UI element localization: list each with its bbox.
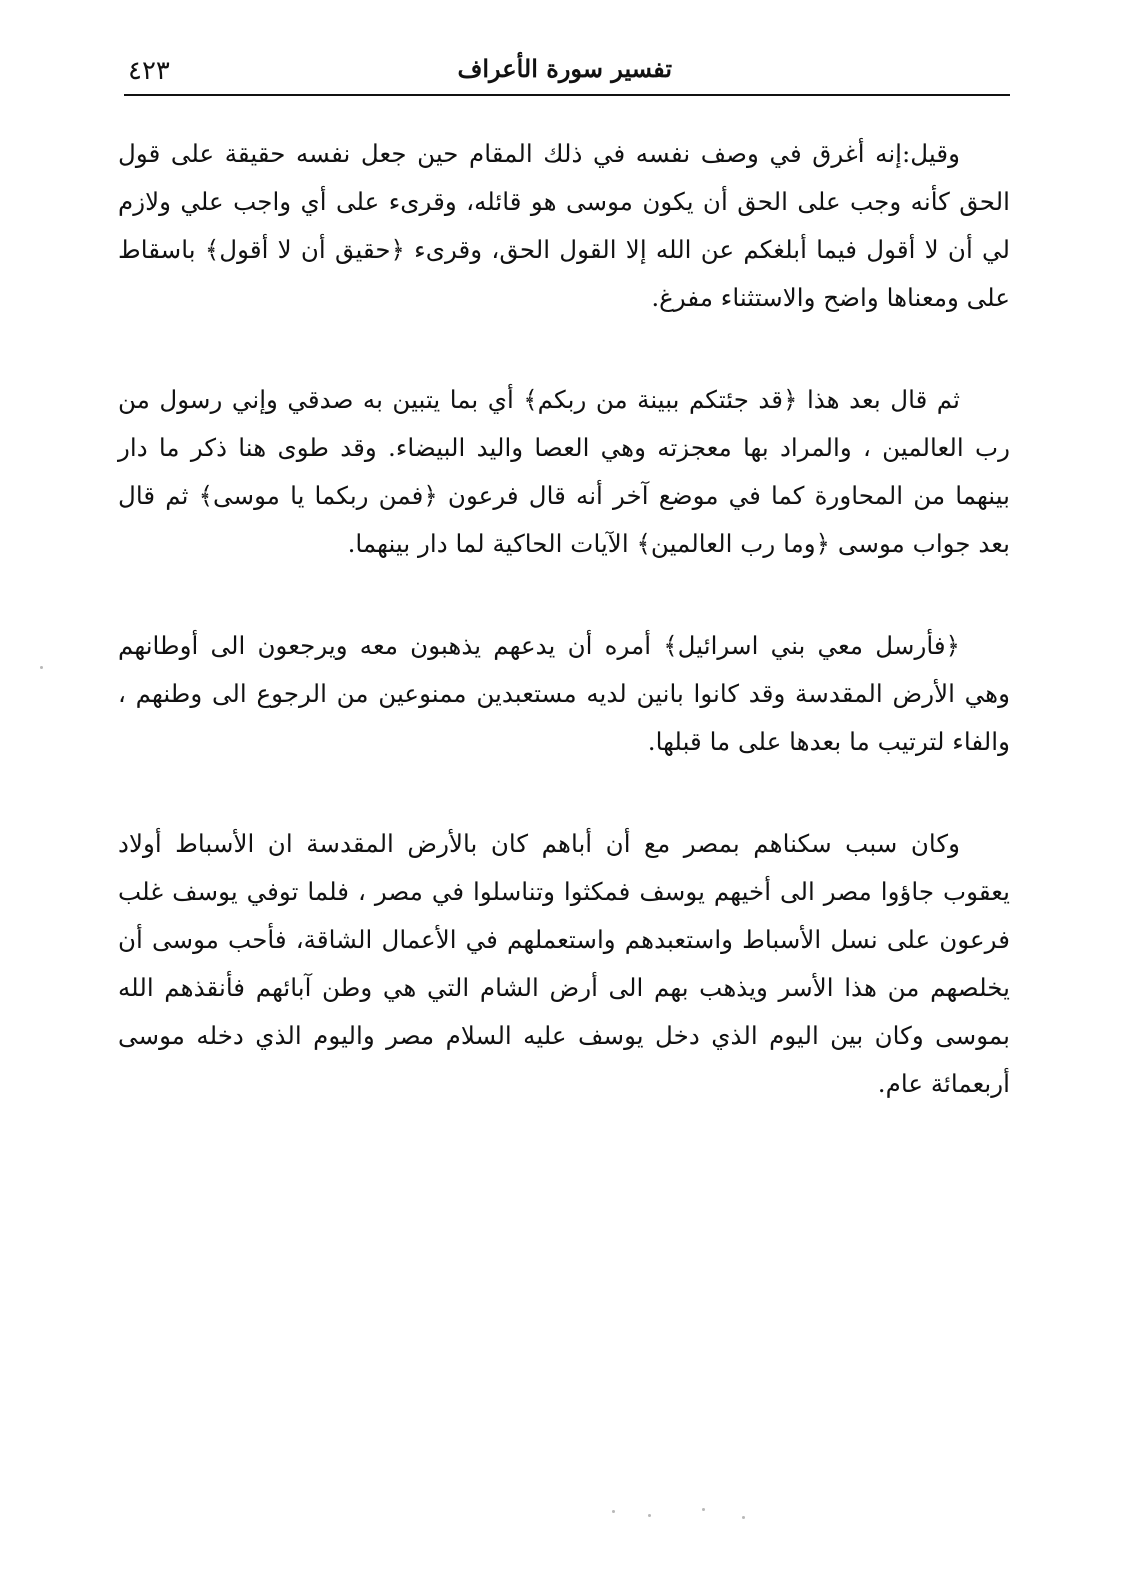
paragraph-1: وقيل:إنه أغرق في وصف نفسه في ذلك المقام حين جعل نفسه حقيقة على قول الحق كأنه وجب على الحق أن يكون موسى هو قائله، وقرىء على أي واجب علي ولازم لي أن لا أقول فيما أبلغكم عن الله إلا القول الحق، وقرىء ﴿حقيق أن لا أقول﴾ باسقاط على ومعناها واضح والاستثناء مفرغ. (118, 139, 1010, 312)
scan-speck (40, 666, 43, 669)
running-title: تفسير سورة الأعراف (457, 54, 672, 83)
body-text (118, 130, 1010, 1108)
page-header (124, 50, 1010, 90)
paragraph-3: ﴿فأرسل معي بني اسرائيل﴾ أمره أن يدعهم يذهبون معه ويرجعون الى أوطانهم وهي الأرض المقدسة وقد كانوا بانين لديه مستعبدين ممنوعين من الرجوع الى وطنهم ، والفاء لترتيب ما بعدها على ما قبلها. (118, 631, 1010, 756)
scan-speck (702, 1508, 705, 1511)
scan-speck (648, 1514, 651, 1517)
paragraph-2: ثم قال بعد هذا ﴿قد جئتكم ببينة من ربكم﴾ أي بما يتبين به صدقي وإني رسول من رب العالمين ، والمراد بها معجزته وهي العصا واليد البيضاء. وقد طوى هنا ذكر ما دار بينهما من المحاورة كما في موضع آخر أنه قال فرعون ﴿فمن ربكما يا موسى﴾ ثم قال بعد جواب موسى ﴿وما رب العالمين﴾ الآيات الحاكية لما دار بينهما. (118, 385, 1010, 558)
scan-speck (612, 1510, 615, 1513)
page-number: ٤٢٣ (128, 56, 170, 86)
paragraph-4: وكان سبب سكناهم بمصر مع أن أباهم كان بالأرض المقدسة ان الأسباط أولاد يعقوب جاؤوا مصر الى أخيهم يوسف فمكثوا وتناسلوا في مصر ، فلما توفي يوسف غلب فرعون على نسل الأسباط واستعبدهم واستعملهم في الأعمال الشاقة، فأحب موسى أن يخلصهم من هذا الأسر ويذهب بهم الى أرض الشام التي هي وطن آبائهم فأنقذهم الله بموسى وكان بين اليوم الذي دخل يوسف عليه السلام مصر واليوم الذي دخله موسى أربعمائة عام. (118, 829, 1010, 1098)
header-divider (124, 94, 1010, 96)
scan-speck (742, 1516, 745, 1519)
